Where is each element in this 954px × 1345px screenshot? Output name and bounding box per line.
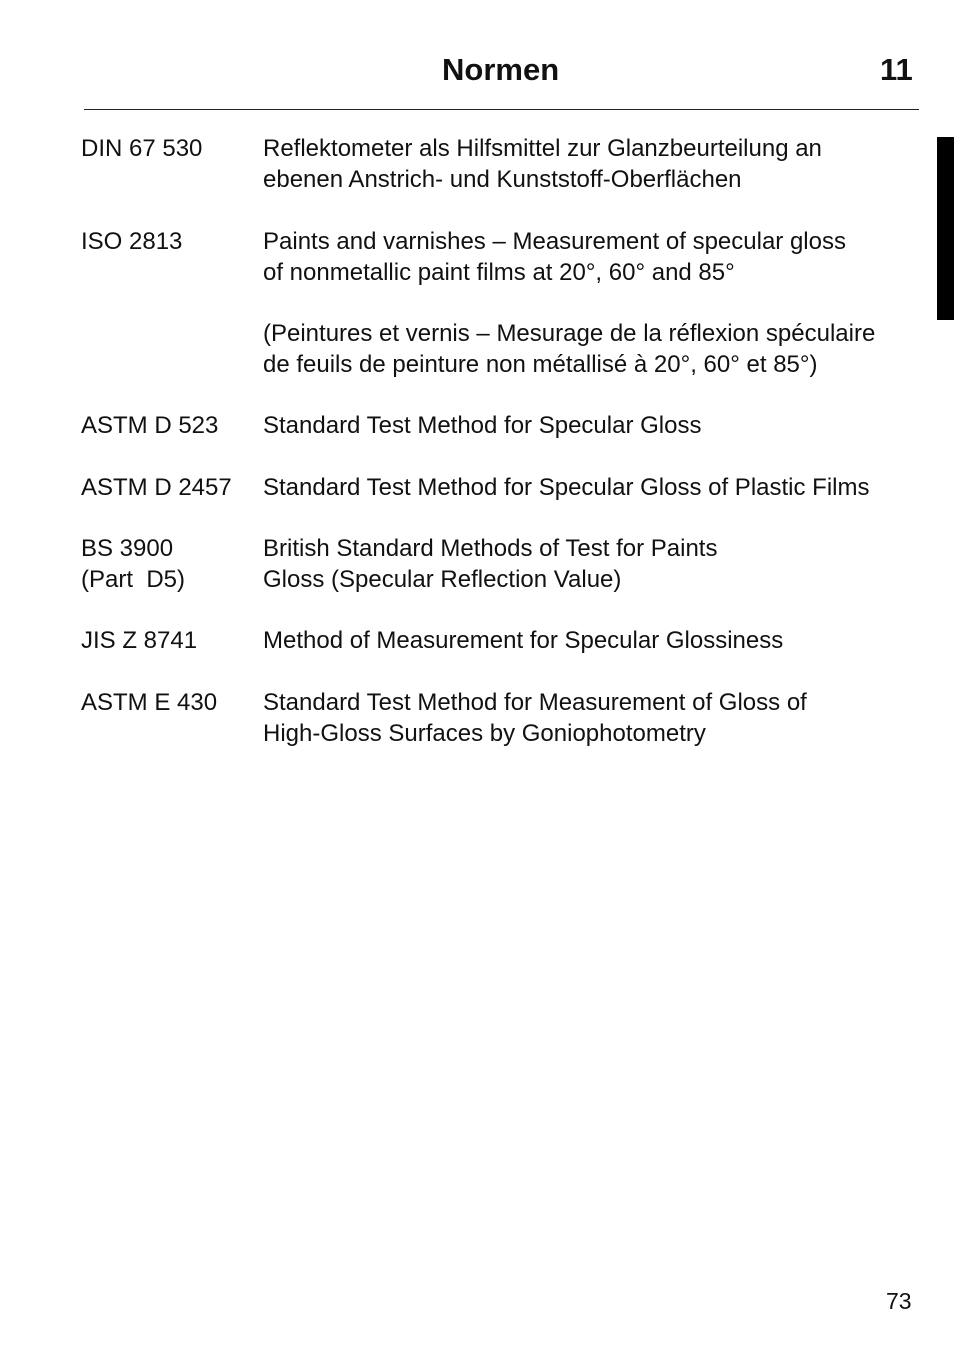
- standard-description: Reflektometer als Hilfsmittel zur Glanzbeurteilung an ebenen Anstrich- und Kunststoff-Oberflächen: [263, 135, 822, 193]
- standard-description: Standard Test Method for Specular Gloss: [263, 412, 702, 439]
- chapter-number: 11: [880, 52, 913, 87]
- page-title: Normen: [442, 52, 560, 87]
- standard-code: ISO 2813: [81, 228, 183, 255]
- standard-code: ASTM D 2457: [81, 474, 232, 501]
- standard-code: ASTM D 523: [81, 412, 219, 439]
- standard-code: JIS Z 8741: [81, 627, 198, 654]
- header-divider: [84, 109, 919, 110]
- standard-description: (Peintures et vernis – Mesurage de la réflexion spéculaire de feuils de peinture non métallisé à 20°, 60° et 85°): [263, 320, 876, 378]
- page-number: 73: [886, 1288, 912, 1314]
- standard-description: Standard Test Method for Measurement of Gloss of High-Gloss Surfaces by Goniophotometry: [263, 689, 807, 747]
- standard-description: Paints and varnishes – Measurement of specular gloss of nonmetallic paint films at 20°, 60° and 85°: [263, 228, 846, 286]
- standard-code: ASTM E 430: [81, 689, 218, 716]
- standard-code: BS 3900 (Part D5): [81, 535, 186, 593]
- standard-description: Method of Measurement for Specular Glossiness: [263, 627, 784, 654]
- standard-description: British Standard Methods of Test for Paints Gloss (Specular Reflection Value): [263, 535, 718, 593]
- standard-description: Standard Test Method for Specular Gloss of Plastic Films: [263, 474, 870, 501]
- chapter-tab-marker: [937, 137, 954, 320]
- standard-code: DIN 67 530: [81, 135, 203, 162]
